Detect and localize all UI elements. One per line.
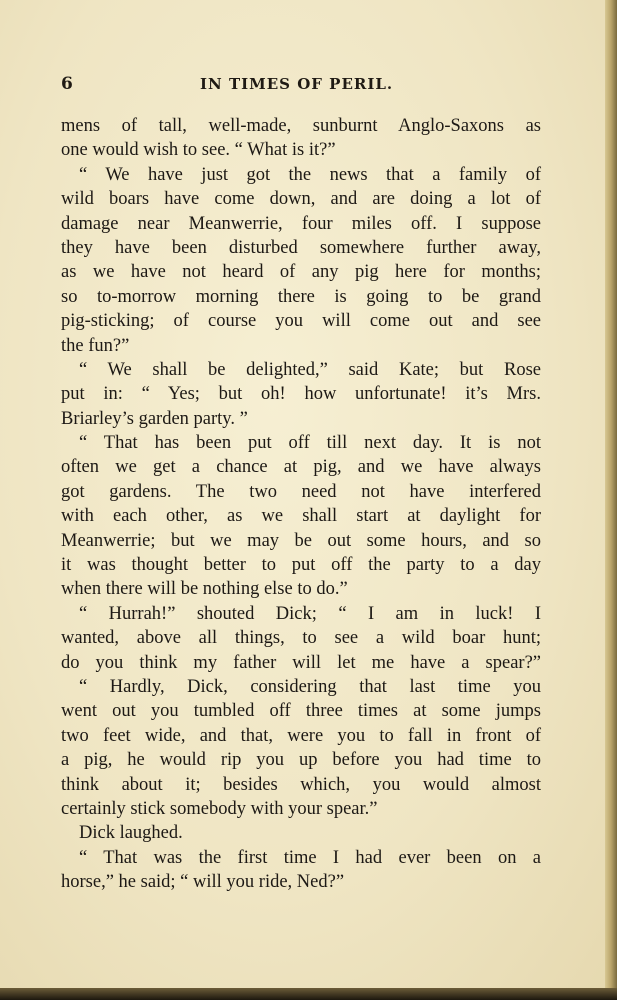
text-line: “ Hurrah!” shouted Dick; “ I am in luck! I xyxy=(79,603,541,624)
text-line: damage near Meanwerrie, four miles off. I suppose xyxy=(61,213,541,234)
running-head: IN TIMES OF PERIL. xyxy=(200,75,394,93)
text-line: mens of tall, well-made, sunburnt Anglo-Saxons as xyxy=(61,116,541,136)
text-line: wild boars have come down, and are doing a lot of xyxy=(61,189,541,210)
page-number: 6 xyxy=(61,74,73,94)
text-line: Dick laughed. xyxy=(79,823,183,844)
text-line: with each other, as we shall start at daylight for xyxy=(61,506,541,527)
text-line: “ Hardly, Dick, considering that last time you xyxy=(79,676,541,697)
text-line: so to-morrow morning there is going to be grand xyxy=(61,286,541,307)
text-line: it was thought better to put off the party to a day xyxy=(61,555,541,576)
text-line: “ We shall be delighted,” said Kate; but Rose xyxy=(79,359,541,380)
text-line: got gardens. The two need not have interfered xyxy=(61,481,541,502)
text-line: one would wish to see. “ What is it?” xyxy=(61,140,336,161)
text-line: Briarley’s garden party. ” xyxy=(61,408,248,429)
text-line: horse,” he said; “ will you ride, Ned?” xyxy=(61,872,345,893)
text-line: put in: “ Yes; but oh! how unfortunate! it’s Mrs. xyxy=(61,384,541,405)
text-line: as we have not heard of any pig here for months; xyxy=(61,262,541,283)
page-header xyxy=(60,74,545,98)
text-line: went out you tumbled off three times at some jumps xyxy=(61,701,541,722)
text-line: do you think my father will let me have a spear?” xyxy=(61,652,541,673)
page-bottom-edge xyxy=(0,988,617,1000)
text-line: wanted, above all things, to see a wild boar hunt; xyxy=(61,628,541,649)
text-line: pig-sticking; of course you will come out and see xyxy=(61,311,541,332)
text-line: a pig, he would rip you up before you had time to xyxy=(61,750,541,771)
text-line: think about it; besides which, you would almost xyxy=(61,774,541,795)
text-line: when there will be nothing else to do.” xyxy=(61,579,348,600)
text-line: certainly stick somebody with your spear.” xyxy=(61,798,378,819)
text-line: they have been disturbed somewhere further away, xyxy=(61,237,541,258)
text-line: two feet wide, and that, were you to fall in front of xyxy=(61,725,541,746)
body-text xyxy=(61,114,541,895)
text-line: often we get a chance at pig, and we have always xyxy=(61,457,541,478)
text-line: “ That has been put off till next day. It is not xyxy=(79,433,541,454)
text-line: “ That was the first time I had ever been on a xyxy=(79,847,541,868)
text-line: Meanwerrie; but we may be out some hours, and so xyxy=(61,530,541,551)
text-line: the fun?” xyxy=(61,335,130,356)
text-line: “ We have just got the news that a family of xyxy=(79,164,541,185)
page-gutter xyxy=(605,0,617,1000)
